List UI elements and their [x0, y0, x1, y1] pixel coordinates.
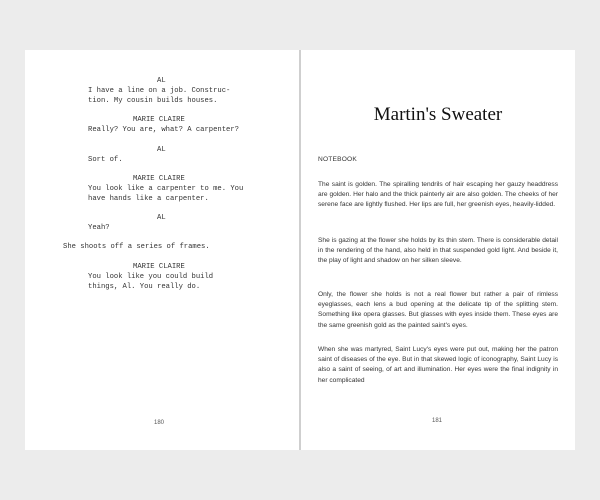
character-name: MARIE CLAIRE	[133, 175, 185, 183]
chapter-title: Martin's Sweater	[373, 104, 503, 125]
body-paragraph: She is gazing at the flower she holds by its thin stem. There is considerable detail in the rendering of the hand, also held in that suspended gold light. And beside it, the play of light and shadow on her silken sleeve.	[318, 237, 558, 265]
page-number: 180	[154, 420, 165, 426]
body-paragraph: Only, the flower she holds is not a real flower but rather a pair of rimless eyeglasses, each lens a bud opening at the delicate tip of the splitting stem. Something like opera glasses. But glasses with eyes inside them. These eyes are the same greenish gold as the painted saint's eyes.	[318, 291, 558, 329]
character-name: AL	[157, 146, 166, 154]
dialogue-line: things, Al. You really do.	[88, 283, 201, 291]
character-name: MARIE CLAIRE	[133, 116, 185, 124]
body-paragraph: When she was martyred, Saint Lucy's eyes were put out, making her the patron saint of diseases of the eye. But in that skewed logic of iconography, Saint Lucy is also a saint of seeing, of art and illumination. Her eyes were the final indignity in her complicated	[318, 346, 558, 384]
left-page	[25, 50, 299, 450]
dialogue-line: tion. My cousin builds houses.	[88, 97, 218, 105]
dialogue-line: I have a line on a job. Construc-	[88, 87, 231, 95]
character-name: AL	[157, 77, 166, 85]
dialogue-line: You look like you could build	[88, 273, 214, 281]
dialogue-line: Yeah?	[88, 224, 110, 232]
character-name: AL	[157, 214, 166, 222]
dialogue-line: have hands like a carpenter.	[88, 195, 209, 203]
body-paragraph: The saint is golden. The spiralling tendrils of hair escaping her gauzy headdress are golden. Her halo and the thick painterly air are also golden. The cheeks of her serene face are lightly flushed. Her lips are full, her greenish eyes, heavily-lidded.	[318, 181, 558, 209]
page-number: 181	[432, 418, 443, 424]
dialogue-line: Really? You are, what? A carpenter?	[88, 126, 239, 134]
dialogue-line: Sort of.	[88, 156, 123, 164]
right-page	[301, 50, 575, 450]
book-spread	[25, 50, 575, 450]
character-name: MARIE CLAIRE	[133, 263, 185, 271]
action-line: She shoots off a series of frames.	[63, 243, 210, 251]
dialogue-line: You look like a carpenter to me. You	[88, 185, 244, 193]
section-label: NOTEBOOK	[318, 156, 357, 163]
